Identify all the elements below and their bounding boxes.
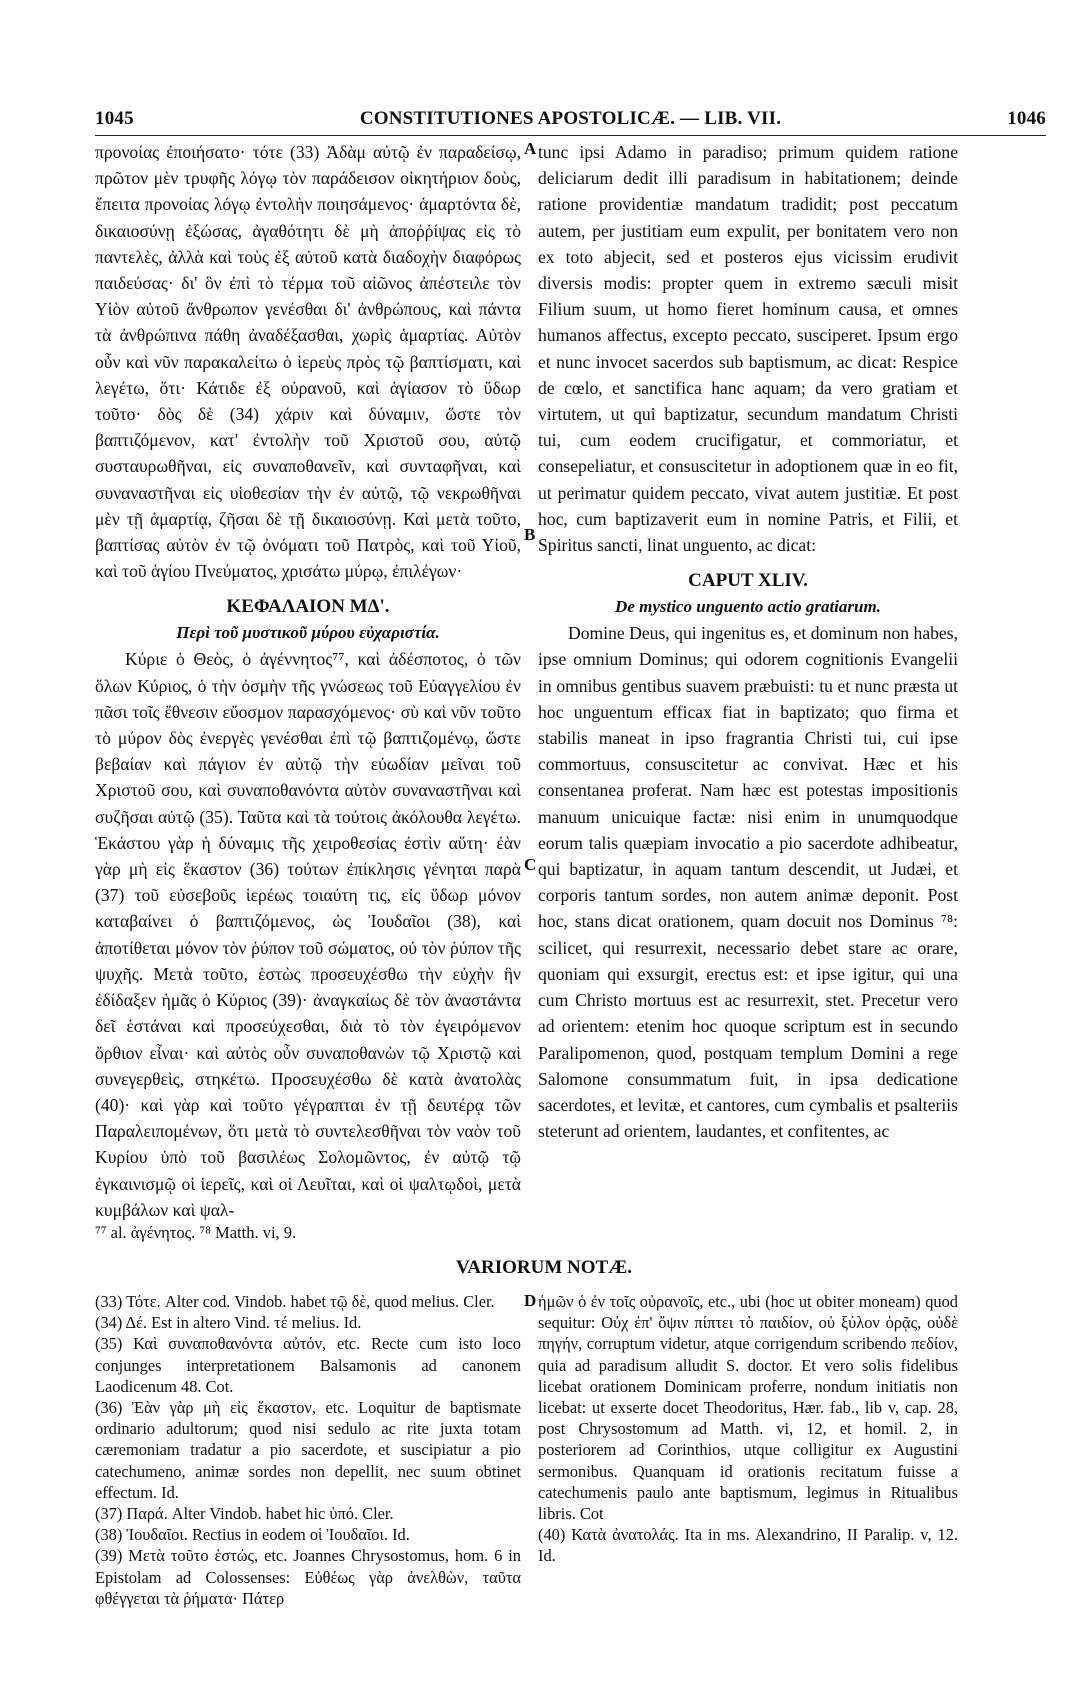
notes-right-column	[538, 1291, 958, 1567]
latin-paragraph-1: tunc ipsi Adamo in paradiso; primum quidem ratione deliciarum dedit illi paradisum in habitationem; deinde ratione providentiæ mandatum tradidit; post peccatum autem, per justitiam eum expulit, per bonitatem vero non ex toto abjecit, sed et posteros ejus vicissim erudivit diversis modis: propter quem in extremo sæculi misit Filium suum, ut homo fieret hominum causa, et omnes humanos affectus, excepto peccato, susciperet. Ipsum ergo et nunc invocet sacerdos sub baptismum, ac dicat: Respice de cœlo, et sanctifica hanc aquam; da vero gratiam et virtutem, ut qui baptizatur, secundum mandatum Christi tui, cum eodem crucifigatur, et commoriatur, et consepeliatur, et consuscitetur in adoptionem quæ in eo fit, ut perimatur quidem peccato, vivat autem justitiæ. Et post hoc, cum baptizaverit eum in nomine Patris, et Filii, et Spiritus sancti, linat unguento, ac dicat:	[538, 142, 958, 556]
latin-chapter-title: CAPUT XLIV.	[688, 570, 808, 592]
note-39-continued: ἡμῶν ὁ ἐν τοῖς οὐρανοῖς, etc., ubi (hoc ut obiter moneam) quod sequitur: Οὐχ ἐπ' ὄψιν πίπτει τὸ παιδίον, οὐ ξύλον ὁρᾷς, οὐδὲ πηγήν, corruptum videtur, atque corrigendum scribendo πεδίον, quia ad paradisum alludit S. doctor. Et vero solis fidelibus licebat orationem Dominicam proferre, nondum initiatis non licebat: ut exserte docet Theodoritus, Hær. fab., lib v, cap. 28, post Chrysostomum ad Matth. vi, 12, et homil. 2, in posteriorem ad Corinthios, utque colligitur ex Augustini sermonibus. Quanquam id orationis recitatum fuisse a catechumenis paulo ante baptismum, legimus in Ritualibus libris. Cot	[538, 1292, 958, 1524]
note-38: (38) Ἰουδαῖοι. Rectius in eodem οἱ Ἰουδαῖοι. Id.	[95, 1525, 410, 1545]
running-title: CONSTITUTIONES APOSTOLICÆ. — LIB. VII.	[359, 108, 782, 129]
note-39: (39) Μετὰ τοῦτο ἑστώς, etc. Joannes Chrysostomus, hom. 6 in Epistolam ad Colossenses: Εὐθέως γὰρ ἀνελθὼν, ταῦτα φθέγγεται τὰ ῥήματα· Πάτερ	[95, 1546, 521, 1608]
margin-letter-a: A	[524, 139, 537, 158]
note-36: (36) Ἐὰν γὰρ μὴ εἰς ἕκαστον, etc. Loquitur de baptismate ordinario adultorum; quod nisi sedulo ac rite juxta totam cæremoniam tradatur a pio sacerdote, et suscipiatur a pio catechumeno, animæ sordes non depellit, nec suum obtinet effectum. Id.	[95, 1398, 521, 1502]
margin-letter-d: D	[524, 1291, 537, 1310]
latin-column	[538, 139, 958, 1144]
greek-chapter-title: ΚΕΦΑΛΑΙΟΝ ΜΔ'.	[226, 596, 390, 618]
running-header	[95, 108, 1046, 136]
note-33: (33) Τότε. Alter cod. Vindob. habet τῷ δὲ, quod melius. Cler.	[95, 1292, 495, 1311]
note-37: (37) Παρά. Alter Vindob. habet hic ὑπό. Cler.	[95, 1504, 394, 1524]
greek-chapter-subtitle: Περὶ τοῦ μυστικοῦ μύρου εὐχαριστία.	[176, 623, 440, 643]
latin-paragraph-2: Domine Deus, qui ingenitus es, et dominum non habes, ipse omnium Dominus; qui odorem cognitionis Evangelii in omnibus gentibus suavem præbuisti: tu et nunc præsta ut hoc unguentum efficax fiat in baptizato; quo firma et stabilis maneat in ipso fragrantia Christi tui, cui ipse commortuus, consuscitetur ac convivat. Hæc et his consentanea proferat. Nam hæc est potestas impositionis manuum unicuique factæ: nisi enim in unumquodque eorum talis quæpiam invocatio a pio sacerdote adhibeatur, qui baptizatur, in aquam tantum descendit, ut Judæi, et corporis tantum sordes, non autem animæ deponit. Post hoc, stans dicat orationem, quam docuit nos Dominus ⁷⁸: scilicet, qui resurrexit, necessario debet stare ac orare, quoniam qui exsurgit, erectus est: et ipse igitur, qui una cum Christo mortuus est ac resurrexit, stet. Precetur vero ad orientem: etenim hoc quoque scriptum est in secundo Paralipomenon, quod, postquam templum Domini a rege Salomone consummatum fuit, in ipsa dedicatione sacerdotes, et levitæ, et cantores, cum cymbalis et psalteriis steterunt ad orientem, laudantes, et confitentes, ac	[538, 623, 958, 1142]
page-number-left: 1045	[95, 108, 134, 129]
note-34: (34) Δέ. Est in altero Vind. τέ melius. Id.	[95, 1313, 362, 1333]
notes-title: VARIORUM NOTÆ.	[456, 1257, 632, 1278]
note-35: (35) Καὶ συναποθανόντα αὐτόν, etc. Recte cum isto loco conjunges interpretationem Balsamonis ad canonem Laodicenum 48. Cot.	[95, 1334, 521, 1396]
greek-paragraph-1: προνοίας ἐποιήσατο· τότε (33) Ἀδὰμ αὐτῷ ἐν παραδείσῳ, πρῶτον μὲν τρυφῆς λόγῳ τὸν παράδεισον οἰκητήριον δοὺς, ἔπειτα προνοίας λόγῳ ἐντολὴν ποιησάμενος· ἁμαρτόντα δὲ, δικαιοσύνῃ ἐξώσας, ἀγαθότητι δὲ μὴ ἀποῤῥίψας εἰς τὸ παντελὲς, ἀλλὰ καὶ τοὺς ἐξ αὐτοῦ κατὰ διαδοχὴν διαφόρως παιδεύσας· δι' ὃν ἐπὶ τὸ τέρμα τοῦ αἰῶνος ἀπέστειλε τὸν Υἱὸν αὐτοῦ ἄνθρωπον γενέσθαι δι' ἀνθρώπους, καὶ πάντα τὰ ἀνθρώπινα πάθη ἀναδέξασθαι, χωρὶς ἁμαρτίας. Αὐτὸν οὖν καὶ νῦν παρακαλείτω ὁ ἱερεὺς πρὸς τῷ βαπτίσματι, καὶ λεγέτω, ὅτι· Κάτιδε ἐξ οὐρανοῦ, καὶ ἁγίασον τὸ ὕδωρ τοῦτο· δὸς δὲ (34) χάριν καὶ δύναμιν, ὥστε τὸν βαπτιζόμενον, κατ' ἐντολὴν τοῦ Χριστοῦ σου, αὐτῷ συσταυρωθῆναι, εἰς συναποθανεῖν, καὶ συνταφῆναι, καὶ συναναστῆναι εἰς υἱοθεσίαν τὴν ἐν αὐτῷ, τῷ νεκρωθῆναι μὲν τῇ ἁμαρτίᾳ, ζῆσαι δὲ τῇ δικαιοσύνῃ. Καὶ μετὰ τοῦτο, βαπτίσας αὐτὸν ἐν τῷ ὀνόματι τοῦ Πατρὸς, καὶ τοῦ Υἱοῦ, καὶ τοῦ ἁγίου Πνεύματος, χρισάτω μύρῳ, ἐπιλέγων·	[95, 142, 521, 582]
greek-column	[95, 139, 521, 1223]
margin-letter-c: C	[524, 855, 537, 874]
page-number-right: 1046	[1007, 108, 1046, 129]
latin-chapter-subtitle: De mystico unguento actio gratiarum.	[615, 597, 881, 617]
notes-left-column	[95, 1291, 521, 1609]
note-40: (40) Κατὰ ἀνατολάς. Ita in ms. Alexandrino, II Paralip. v, 12. Id.	[538, 1525, 958, 1566]
footnotes: ⁷⁷ al. ἀγένητος. ⁷⁸ Matth. vi, 9.	[95, 1223, 297, 1242]
margin-letter-b: B	[524, 525, 536, 544]
greek-paragraph-2: Κύριε ὁ Θεὸς, ὁ ἀγέννητος⁷⁷, καὶ ἀδέσποτος, ὁ τῶν ὅλων Κύριος, ὁ τὴν ὀσμὴν τῆς γνώσεως τοῦ Εὐαγγελίου ἐν πᾶσι τοῖς ἔθνεσιν εὔοσμον παρασχόμενος· σὺ καὶ νῦν τοῦτο τὸ μύρον δὸς ἐνεργὲς γενέσθαι ἐπὶ τῷ βαπτιζομένῳ, ὥστε βεβαίαν καὶ πάγιον ἐν αὐτῷ τὴν εὐωδίαν μεῖναι τοῦ Χριστοῦ σου, καὶ συναποθανόντα αὐτὸν συναναστῆναι καὶ συζῆσαι αὐτῷ (35). Ταῦτα καὶ τὰ τούτοις ἀκόλουθα λεγέτω. Ἑκάστου γὰρ ἡ δύναμις τῆς χειροθεσίας ἐστὶν αὕτη· ἐὰν γὰρ μὴ εἰς ἕκαστον (36) τούτων ἐπίκλησις γένηται παρὰ (37) τοῦ εὐσεβοῦς ἱερέως τοιαύτη τις, εἰς ὕδωρ μόνον καταβαίνει ὁ βαπτιζόμενος, ὡς Ἰουδαῖοι (38), καὶ ἀποτίθεται μόνον τὸν ῥύπον τοῦ σώματος, οὐ τὸν ῥύπον τῆς ψυχῆς. Μετὰ τοῦτο, ἑστὼς προσευχέσθω τὴν εὐχὴν ἣν ἐδίδαξεν ἡμᾶς ὁ Κύριος (39)· ἀναγκαίως δὲ τὸν ἀναστάντα δεῖ ἑστάναι καὶ προσεύχεσθαι, διὰ τὸ τὸν ἐγειρόμενον ὄρθιον εἶναι· καὶ αὐτὸς οὖν συναποθανὼν τῷ Χριστῷ καὶ συνεγερθεὶς, στηκέτω. Προσευχέσθω δὲ κατὰ ἀνατολὰς (40)· καὶ γὰρ καὶ τοῦτο γέγραπται ἐν τῇ δευτέρᾳ τῶν Παραλειπομένων, ὅτι μετὰ τὸ συντελεσθῆναι τὸν ναὸν τοῦ Κυρίου ὑπὸ τοῦ βασιλέως Σολομῶντος, ἐν αὐτῷ τῷ ἐγκαινισμῷ οἱ ἱερεῖς, καὶ οἱ Λευῖται, καὶ οἱ ψαλτῳδοὶ, μετὰ κυμβάλων καὶ ψαλ-	[95, 649, 521, 1220]
header-rule	[95, 135, 1046, 136]
